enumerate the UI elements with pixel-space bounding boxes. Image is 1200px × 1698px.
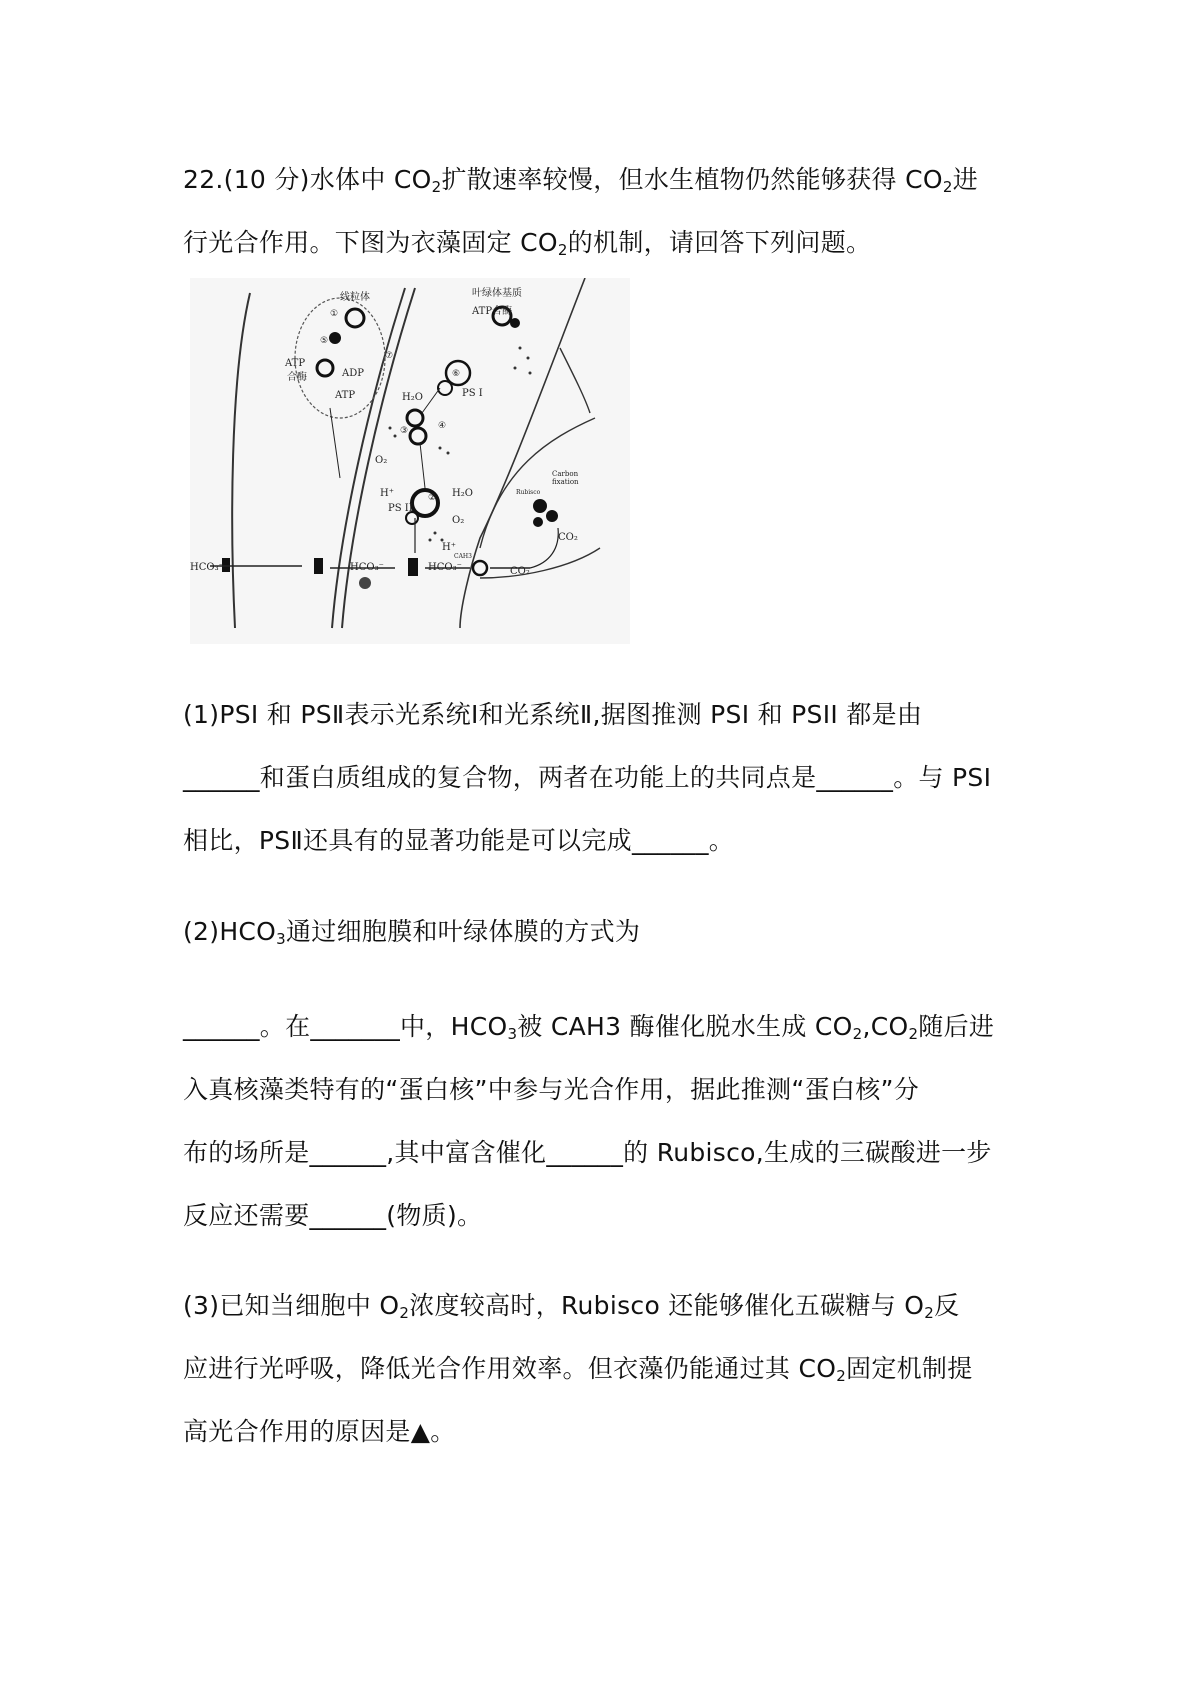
chloroplast-envelope-transporter-icon	[314, 558, 323, 574]
part2-line-5: 反应还需要______(物质)。	[183, 1201, 483, 1230]
label-hco3-2: HCO₃⁻	[350, 562, 384, 573]
label-atp-synthase-top: ATP合酶	[472, 306, 513, 317]
chlamydomonas-co2-mechanism-figure	[190, 278, 630, 644]
question-part-2	[183, 995, 1033, 1247]
label-carbon-fixation-1: Carbon	[552, 470, 579, 478]
label-o2-left: O₂	[375, 455, 388, 466]
label-cah3: CAH3	[454, 553, 472, 560]
marker-5: ⑤	[320, 336, 329, 346]
part3-line-1: (3)已知当细胞中 $O_2$浓度较高时，Rubisco 还能够催化五碳糖与 $O_2$反	[183, 1291, 960, 1322]
label-chloroplast-stroma: 叶绿体基质	[472, 288, 522, 299]
part2-line-3: 入真核藻类特有的“蛋白核”中参与光合作用，据此推测“蛋白核”分	[183, 1075, 920, 1104]
label-adp: ADP	[342, 368, 364, 379]
label-h-plus-bottom: H⁺	[442, 542, 456, 553]
label-psii: PS II	[388, 503, 413, 514]
transport-protein-icon	[359, 577, 371, 589]
marker-2: ②	[428, 493, 437, 503]
question-intro	[183, 148, 1033, 274]
label-mitochondrion: 线粒体	[340, 292, 370, 303]
part2-line-2: ______。在_______中，$HCO_3$被 CAH3 酶催化脱水生成 $CO_2,CO_2$随后进	[183, 1012, 995, 1043]
part1-line-2: ______和蛋白质组成的复合物，两者在功能上的共同点是______。与 PSI	[183, 763, 992, 792]
label-co2-right: CO₂	[558, 532, 578, 543]
part3-line-2: 应进行光呼吸，降低光合作用效率。但衣藻仍能通过其 $CO_2$固定机制提	[183, 1354, 973, 1385]
atp-synthase-subunit-icon	[510, 318, 520, 328]
label-o2-right: O₂	[452, 515, 465, 526]
part1-line-1: (1)PSI 和 PSⅡ表示光系统Ⅰ和光系统Ⅱ,据图推测 PSI 和 PSII 都是由	[183, 700, 923, 729]
label-atp-synthase-left-2: 合酶	[287, 372, 307, 383]
intro-line-1: 22.(10 分)水体中 $CO_2$扩散速率较慢，但水生植物仍然能够获得 $CO_2$进	[183, 165, 978, 196]
rubisco-icon-2	[546, 510, 558, 522]
label-hco3-3: HCO₃⁻	[428, 562, 462, 573]
label-rubisco: Rubisco	[516, 489, 541, 496]
question-part-2-line-1	[183, 900, 1033, 963]
figure-svg	[190, 278, 630, 644]
label-atp-synthase-left-1: ATP	[285, 358, 306, 369]
intro-line-2: 行光合作用。下图为衣藻固定 $CO_2$的机制，请回答下列问题。	[183, 228, 872, 259]
label-co2-bottom: CO₂	[510, 566, 530, 577]
mito-complex-icon-2	[329, 332, 341, 344]
marker-7: ⑦	[385, 351, 394, 361]
label-h-plus-left: H⁺	[380, 488, 394, 499]
question-part-1	[183, 683, 1033, 872]
rubisco-icon-3	[533, 517, 543, 527]
thylakoid-transporter-icon	[408, 558, 418, 576]
part1-line-3: 相比，PSⅡ还具有的显著功能是可以完成______。	[183, 826, 735, 855]
part3-line-3: 高光合作用的原因是▲。	[183, 1417, 456, 1446]
label-carbon-fixation-2: fixation	[552, 478, 579, 486]
question-part-3	[183, 1274, 1033, 1463]
label-h2o-right: H₂O	[452, 488, 473, 499]
part2-line-4: 布的场所是______,其中富含催化______的 Rubisco,生成的三碳酸进一步	[183, 1138, 992, 1167]
marker-1: ①	[330, 309, 339, 319]
label-hco3-1: HCO₃⁻	[190, 562, 224, 573]
marker-3: ③	[400, 426, 409, 436]
marker-4: ④	[438, 421, 447, 431]
marker-6: ⑥	[452, 369, 461, 379]
part2-line-1: $(2)HCO_3$通过细胞膜和叶绿体膜的方式为	[183, 917, 641, 948]
label-h2o-top: H₂O	[402, 392, 423, 403]
label-atp: ATP	[335, 390, 356, 401]
rubisco-icon	[533, 499, 547, 513]
label-psi: PS I	[462, 388, 483, 399]
